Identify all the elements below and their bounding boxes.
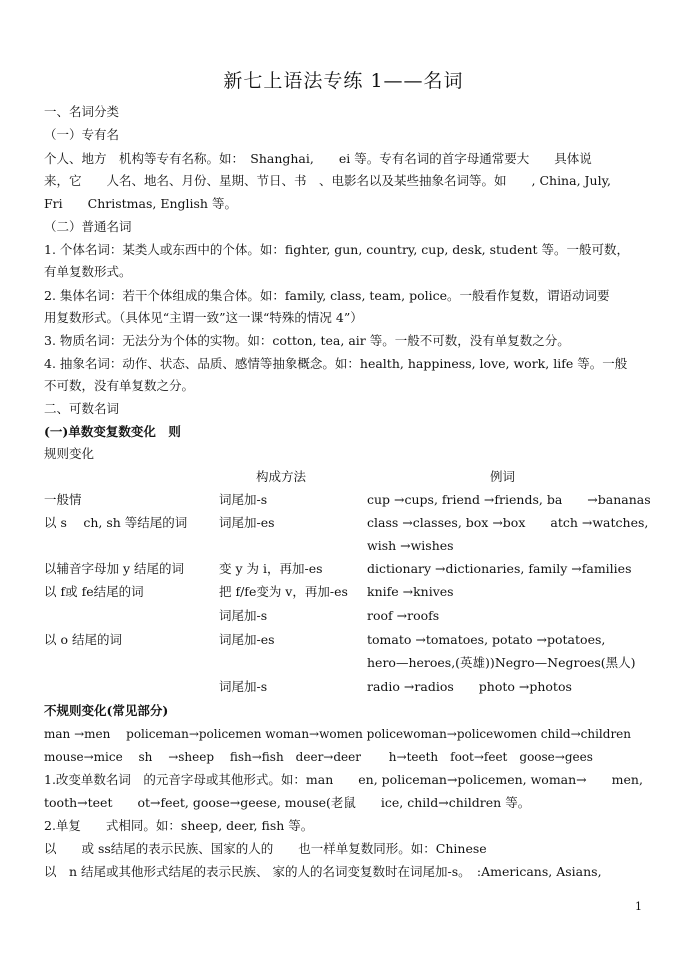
paragraph-line: 个人、地方 机构等专有名称。如： Shanghai, ei 等。专有名词的首字母通常要大 具体说 [44, 151, 592, 166]
section-heading-countable: 二、可数名词 [44, 401, 120, 416]
paragraph-line: 2. 集体名词：若干个体组成的集合体。如：family, class, team, police。一般看作复数，谓语动词要 [44, 288, 610, 303]
paragraph-line: 以 n 结尾或其他形式结尾的表示民族、 家的人的名词变复数时在词尾加-s。 :Americans, Asians, [44, 864, 602, 879]
row-example: radio →radios photo →photos [367, 679, 572, 694]
page-number: 1 [635, 900, 642, 913]
paragraph-line: 来，它 人名、地名、月份、星期、节日、书 、电影名以及某些抽象名词等。如 , China, July, [44, 173, 611, 188]
row-category: 以 s ch, sh 等结尾的词 [44, 515, 188, 530]
paragraph-line: 1. 个体名词：某类人或东西中的个体。如：fighter, gun, country, cup, desk, student 等。一般可数， [44, 242, 630, 257]
row-example: class →classes, box →box atch →watches, [367, 515, 649, 530]
section-heading-classification: 一、名词分类 [44, 104, 120, 119]
row-example-cont: hero—heroes,(英雄))Negro—Negroes(黑人) [367, 655, 636, 670]
table-header-method: 构成方法 [256, 469, 307, 484]
paragraph-line: 3. 物质名词：无法分为个体的实物。如：cotton, tea, air 等。一般不可数，没有单复数之分。 [44, 333, 570, 348]
row-category: 一般情 [44, 492, 82, 507]
row-category: 以辅音字母加 y 结尾的词 [44, 561, 185, 576]
row-example: tomato →tomatoes, potato →potatoes, [367, 632, 606, 647]
subheading-proper-nouns: （一）专有名 [44, 127, 120, 142]
row-example: dictionary →dictionaries, family →families [367, 561, 632, 576]
subheading-common-nouns: （二）普通名词 [44, 219, 132, 234]
subheading-irregular: 不规则变化(常见部分) [44, 703, 169, 718]
row-method: 词尾加-s [219, 492, 268, 507]
subheading-regular: 规则变化 [44, 446, 95, 461]
row-method: 词尾加-es [219, 515, 275, 530]
row-example-cont: wish →wishes [367, 538, 454, 553]
paragraph-line: 不可数，没有单复数之分。 [44, 378, 195, 393]
row-category: 以 o 结尾的词 [44, 632, 122, 647]
row-method: 词尾加-s [219, 679, 268, 694]
row-method: 词尾加-s [219, 608, 268, 623]
row-method: 变 y 为 i，再加-es [219, 561, 323, 576]
paragraph-line: 用复数形式。（具体见“主谓一致”这一课“特殊的情况 4”） [44, 310, 363, 325]
paragraph-line: 4. 抽象名词：动作、状态、品质、感情等抽象概念。如：health, happiness, love, work, life 等。一般 [44, 356, 628, 371]
paragraph-line: 1.改变单数名词 的元音字母或其他形式。如：man en, policeman→policemen, woman→ men, [44, 772, 643, 787]
paragraph-line: Fri Christmas, English 等。 [44, 196, 237, 211]
paragraph-line: 有单复数形式。 [44, 264, 132, 279]
row-example: roof →roofs [367, 608, 440, 623]
row-method: 词尾加-es [219, 632, 275, 647]
row-category: 以 f或 fe结尾的词 [44, 584, 144, 599]
paragraph-line: tooth→teet ot→feet, goose→geese, mouse(老鼠 ice, child→children 等。 [44, 795, 531, 810]
paragraph-line: 2.单复 式相同。如：sheep, deer, fish 等。 [44, 818, 314, 833]
table-header-example: 例词 [490, 469, 516, 484]
page-title: 新七上语法专练 1——名词 [223, 70, 464, 92]
row-example: cup →cups, friend →friends, ba →bananas [367, 492, 651, 507]
subheading-plural-rules: (一)单数变复数变化 则 [44, 424, 181, 439]
paragraph-line: mouse→mice sh →sheep fish→fish deer→deer h→teeth foot→feet goose→gees [44, 750, 593, 764]
row-example: knife →knives [367, 584, 454, 599]
paragraph-line: 以 或 ss结尾的表示民族、国家的人的 也一样单复数同形。如：Chinese [44, 841, 487, 856]
paragraph-line: man →men policeman→policemen woman→women policewoman→policewomen child→children [44, 727, 632, 741]
row-method: 把 f/fe变为 v，再加-es [219, 584, 348, 599]
